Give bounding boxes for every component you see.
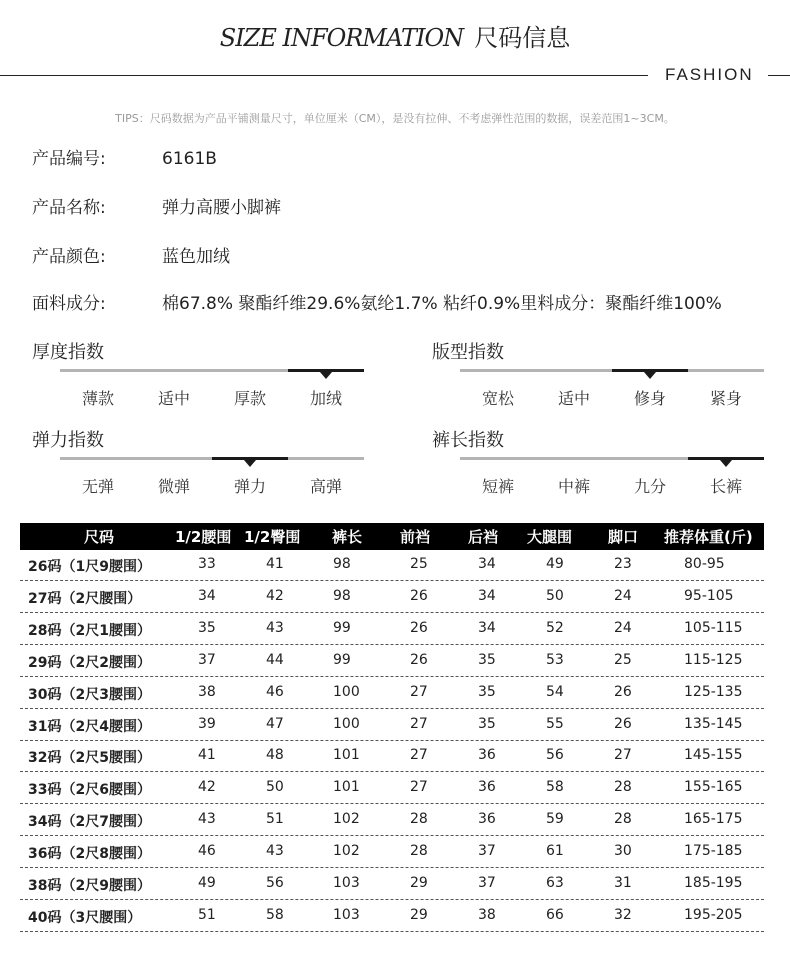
table-cell: 53 [546,651,564,668]
table-cell: 44 [266,651,284,668]
product-color-label: 产品颜色: [32,247,106,267]
table-cell: 39 [198,715,216,732]
table-cell: 54 [546,683,564,700]
size-cell: 27码（2尺腰围） [28,590,142,607]
table-cell: 42 [198,779,216,796]
table-cell: 103 [333,906,360,923]
size-cell: 38码（2尺9腰围） [28,878,151,894]
column-header: 1/2臀围 [244,528,301,546]
table-cell: 27 [410,715,428,732]
table-cell: 37 [198,651,216,668]
table-cell: 50 [546,587,564,604]
column-header: 脚口 [608,528,639,546]
table-header [20,523,764,550]
table-cell: 56 [546,747,564,764]
size-cell: 31码（2尺4腰围） [28,718,151,735]
table-cell: 25 [614,651,632,668]
table-cell: 36 [478,811,496,828]
thickness-selected-marker-icon [320,372,332,379]
table-cell: 47 [266,715,284,732]
table-cell: 98 [333,556,351,572]
table-row [20,836,764,868]
table-cell: 41 [198,747,216,764]
elasticity-selected-marker-icon [244,460,256,467]
table-row [20,677,764,709]
table-cell: 43 [266,843,284,860]
table-cell: 103 [333,875,360,891]
table-cell: 52 [546,619,564,636]
table-cell: 48 [266,747,284,764]
table-cell: 185-195 [684,875,743,891]
table-cell: 28 [614,811,632,828]
table-cell: 102 [333,843,360,860]
divider-left [0,75,648,76]
divider-right [768,75,790,76]
table-cell: 155-165 [684,779,743,796]
table-cell: 26 [614,683,632,700]
length-option: 九分 [633,477,666,496]
table-cell: 27 [410,683,428,700]
table-cell: 32 [614,906,632,923]
product-color-value: 蓝色加绒 [162,247,230,267]
table-row [20,549,764,581]
table-cell: 51 [198,906,216,923]
table-cell: 95-105 [684,587,734,604]
column-header: 大腿围 [527,528,573,546]
table-cell: 34 [198,587,216,604]
size-cell: 29码（2尺2腰围） [28,654,151,671]
table-cell: 23 [614,556,632,572]
table-cell: 34 [478,556,496,572]
column-header: 裤长 [332,528,363,546]
table-cell: 80-95 [684,556,725,572]
length-option: 短裤 [481,477,514,496]
table-row [20,709,764,741]
fit-index-title: 版型指数 [432,342,504,363]
table-cell: 26 [614,715,632,732]
table-cell: 26 [410,651,428,668]
product-code-value: 6161B [162,149,217,169]
table-row [20,868,764,900]
table-cell: 115-125 [684,651,743,668]
table-cell: 100 [333,715,360,732]
thickness-option: 适中 [157,389,190,408]
table-cell: 105-115 [684,619,743,636]
page-title [0,18,790,53]
table-cell: 56 [266,875,284,891]
product-name-label: 产品名称: [32,198,106,218]
elasticity-option: 弹力 [233,477,266,496]
column-header: 1/2腰围 [175,528,232,546]
column-header: 后裆 [468,528,499,546]
length-selected-marker-icon [720,460,732,467]
table-row [20,581,764,613]
table-cell: 145-155 [684,747,743,764]
table-cell: 37 [478,843,496,860]
tips-text: TIPS：尺码数据为产品平铺测量尺寸，单位厘米（CM），是没有拉伸、不考虑弹性范围的数据，误差范围1~3CM。 [115,112,675,125]
product-code-label: 产品编号: [32,149,106,169]
table-cell: 27 [410,779,428,796]
table-cell: 33 [198,556,216,572]
table-cell: 38 [478,906,496,923]
table-cell: 30 [614,843,632,860]
size-cell: 36码（2尺8腰围） [28,846,151,863]
column-header: 推荐体重(斤) [664,528,753,546]
table-cell: 35 [198,619,216,636]
product-name-value: 弹力高腰小脚裤 [162,198,281,218]
thickness-option: 加绒 [309,389,342,408]
thickness-option: 厚款 [233,389,266,408]
table-cell: 125-135 [684,683,743,700]
table-cell: 46 [198,843,216,860]
elasticity-option: 高弹 [309,477,342,496]
product-color-row [32,242,230,267]
table-cell: 175-185 [684,843,743,860]
fashion-label: FASHION [665,65,754,84]
table-row [20,740,764,772]
table-cell: 51 [266,811,284,828]
table-row [20,645,764,677]
fabric-value: 棉67.8% 聚酯纤维29.6%氨纶1.7% 粘纤0.9%里料成分：聚酯纤维100% [162,294,722,314]
product-code-row [32,144,217,169]
table-cell: 35 [478,683,496,700]
table-cell: 98 [333,587,351,604]
fit-option: 适中 [557,389,590,408]
table-cell: 42 [266,587,284,604]
table-cell: 58 [266,906,284,923]
table-cell: 55 [546,715,564,732]
table-cell: 34 [478,587,496,604]
table-cell: 58 [546,779,564,796]
elasticity-option: 微弹 [157,477,190,496]
table-cell: 29 [410,875,428,891]
elasticity-option: 无弹 [81,477,114,496]
table-cell: 61 [546,843,564,860]
size-cell: 34码（2尺7腰围） [28,814,151,831]
product-name-row [32,193,281,218]
table-cell: 63 [546,875,564,891]
elasticity-index-title: 弹力指数 [32,430,104,451]
table-cell: 35 [478,651,496,668]
size-cell: 26码（1尺9腰围） [28,559,151,575]
table-cell: 100 [333,683,360,700]
table-row [20,772,764,804]
table-cell: 49 [198,875,216,891]
table-cell: 26 [410,587,428,604]
table-cell: 25 [410,556,428,572]
title-english: SIZE INFORMATION [219,24,464,52]
table-cell: 102 [333,811,360,828]
table-cell: 41 [266,556,284,572]
table-cell: 50 [266,779,284,796]
table-cell: 101 [333,779,360,796]
table-cell: 29 [410,906,428,923]
table-cell: 36 [478,779,496,796]
table-row [20,900,764,932]
fit-option: 紧身 [709,389,742,408]
table-cell: 27 [410,747,428,764]
size-cell: 40码（3尺腰围） [28,909,142,926]
table-cell: 165-175 [684,811,743,828]
table-cell: 66 [546,906,564,923]
table-cell: 49 [546,556,564,572]
column-header: 尺码 [84,528,115,546]
table-cell: 38 [198,683,216,700]
table-cell: 37 [478,875,496,891]
table-cell: 43 [266,619,284,636]
table-cell: 36 [478,747,496,764]
table-cell: 35 [478,715,496,732]
table-cell: 101 [333,747,360,764]
size-cell: 33码（2尺6腰围） [28,782,151,799]
length-option: 中裤 [557,477,590,496]
table-cell: 31 [614,875,632,891]
table-cell: 99 [333,619,351,636]
table-cell: 24 [614,587,632,604]
table-cell: 99 [333,651,351,668]
table-cell: 24 [614,619,632,636]
table-cell: 195-205 [684,906,743,923]
title-chinese: 尺码信息 [474,24,571,52]
fit-option: 宽松 [481,389,514,408]
table-cell: 46 [266,683,284,700]
table-cell: 135-145 [684,715,743,732]
table-cell: 59 [546,811,564,828]
size-cell: 32码（2尺5腰围） [28,750,151,767]
column-header: 前裆 [400,528,431,546]
fit-option: 修身 [633,389,666,408]
table-cell: 28 [410,843,428,860]
table-cell: 27 [614,747,632,764]
size-cell: 28码（2尺1腰围） [28,622,151,639]
table-row [20,804,764,836]
table-cell: 28 [614,779,632,796]
size-cell: 30码（2尺3腰围） [28,686,151,703]
table-row [20,613,764,645]
table-cell: 34 [478,619,496,636]
fit-selected-marker-icon [644,372,656,379]
thickness-index-title: 厚度指数 [32,342,104,363]
table-cell: 43 [198,811,216,828]
thickness-option: 薄款 [81,389,114,408]
table-cell: 26 [410,619,428,636]
length-index-title: 裤长指数 [432,430,504,451]
table-cell: 28 [410,811,428,828]
fabric-label: 面料成分: [32,294,106,314]
length-option: 长裤 [709,477,742,496]
fabric-row [32,289,722,314]
